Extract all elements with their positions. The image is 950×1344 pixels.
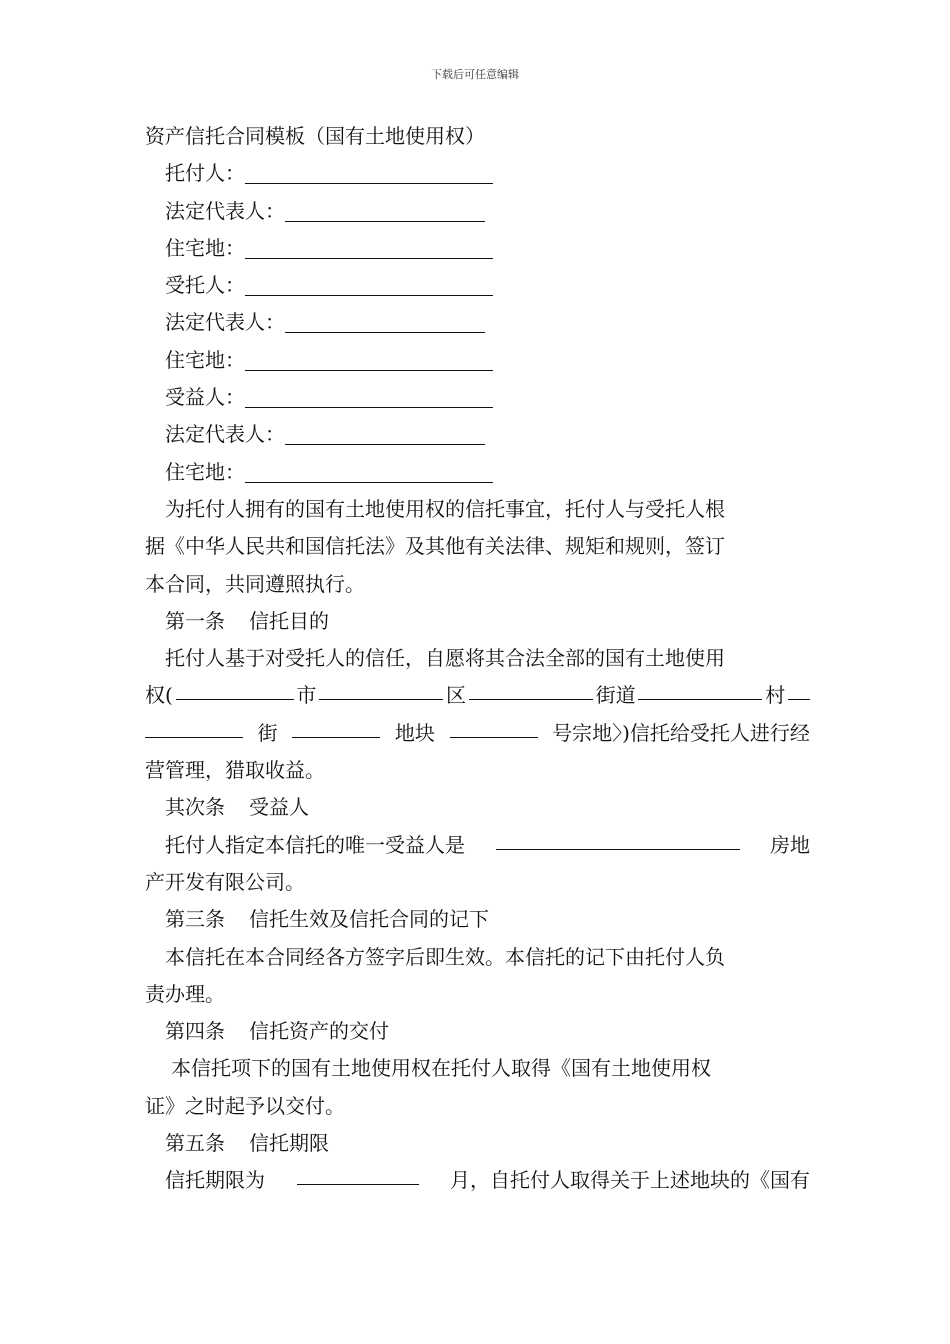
party-field-trustor [145,155,810,192]
blank-line[interactable] [245,385,493,408]
blank-line[interactable] [245,161,493,184]
body-text: 房地 [770,832,810,857]
field-label: 托付人： [165,161,245,186]
body-text: 地块 [394,720,435,745]
blank-line[interactable] [450,715,538,738]
blank-line[interactable] [496,827,740,850]
blank-line[interactable] [245,273,493,296]
party-field-trustor-rep [145,193,810,230]
header-note: 下载后可任意编辑 [431,68,519,81]
blank-line[interactable] [245,460,493,483]
preamble-line: 为托付人拥有的国有土地使用权的信托事宜，托付人与受托人根 [165,496,725,521]
party-field-beneficiary [145,379,810,416]
party-field-beneficiary-rep [145,416,810,453]
body-text: 信托期限为 [165,1168,265,1193]
blank-line[interactable] [469,677,593,700]
party-field-trustor-address [145,230,810,267]
article-body-line [145,827,810,864]
article-number: 第四条 [165,1019,225,1044]
body-text: 村 [765,683,786,708]
article-body-line: 本信托项下的国有土地使用权在托付人取得《国有土地使用权 [171,1056,711,1081]
body-text: 权( [145,683,173,708]
field-label: 法定代表人： [165,198,285,223]
blank-line[interactable] [145,715,243,738]
article-number: 第三条 [165,907,225,932]
blank-line[interactable] [788,677,810,700]
article-number: 第五条 [165,1131,225,1156]
blank-line[interactable] [638,677,762,700]
article-title: 信托期限 [249,1131,329,1156]
blank-line[interactable] [292,715,380,738]
article-heading [145,901,810,938]
article-heading [145,1013,810,1050]
party-field-trustee-address [145,342,810,379]
blank-line[interactable] [285,422,485,445]
party-field-trustee [145,267,810,304]
article-body-line: 本信托在本合同经各方签字后即生效。本信托的记下由托付人负 [165,944,725,969]
article-number: 其次条 [165,795,225,820]
document-title: 资产信托合同模板（国有土地使用权） [145,124,485,148]
party-field-beneficiary-address [145,454,810,491]
body-text: 区 [446,683,466,708]
blank-line[interactable] [285,310,485,333]
contract-document [145,118,810,1200]
blank-line[interactable] [285,199,485,222]
article-body-line: 产开发有限公司。 [145,869,305,894]
field-label: 住宅地： [165,235,245,260]
article-body-line [145,715,810,752]
article-title: 信托目的 [249,608,329,633]
blank-line[interactable] [245,236,493,259]
field-label: 受益人： [165,385,245,410]
article-body-line [145,677,810,714]
article-number: 第一条 [165,608,225,633]
article-body-line: 证》之时起予以交付。 [145,1093,345,1118]
body-text: 月，自托付人取得关于上述地块的《国有 [450,1168,810,1193]
field-label: 住宅地： [165,347,245,372]
preamble-line: 本合同，共同遵照执行。 [145,571,365,596]
blank-line[interactable] [319,677,443,700]
article-body-line: 责办理。 [145,981,225,1006]
blank-line[interactable] [245,348,493,371]
article-heading [145,789,810,826]
blank-line[interactable] [176,677,294,700]
body-text: 街 [257,720,278,745]
field-label: 法定代表人： [165,422,285,447]
body-text: 号宗地〉)信托给受托人进行经 [552,720,810,745]
body-text: 托付人指定本信托的唯一受益人是 [165,832,465,857]
article-body-line [145,1162,810,1199]
field-label: 法定代表人： [165,310,285,335]
article-title: 受益人 [249,795,309,820]
article-body-line: 托付人基于对受托人的信任，自愿将其合法全部的国有土地使用 [165,646,725,671]
article-title: 信托生效及信托合同的记下 [249,907,489,932]
article-title: 信托资产的交付 [249,1019,389,1044]
article-heading [145,603,810,640]
body-text: 街道 [595,683,636,708]
blank-line[interactable] [297,1162,419,1185]
field-label: 受托人： [165,273,245,298]
article-heading [145,1125,810,1162]
article-body-line: 营管理，猎取收益。 [145,758,325,783]
body-text: 市 [296,683,317,708]
preamble-line: 据《中华人民共和国信托法》及其他有关法律、规矩和规则，签订 [145,534,725,559]
party-field-trustee-rep [145,304,810,341]
field-label: 住宅地： [165,459,245,484]
